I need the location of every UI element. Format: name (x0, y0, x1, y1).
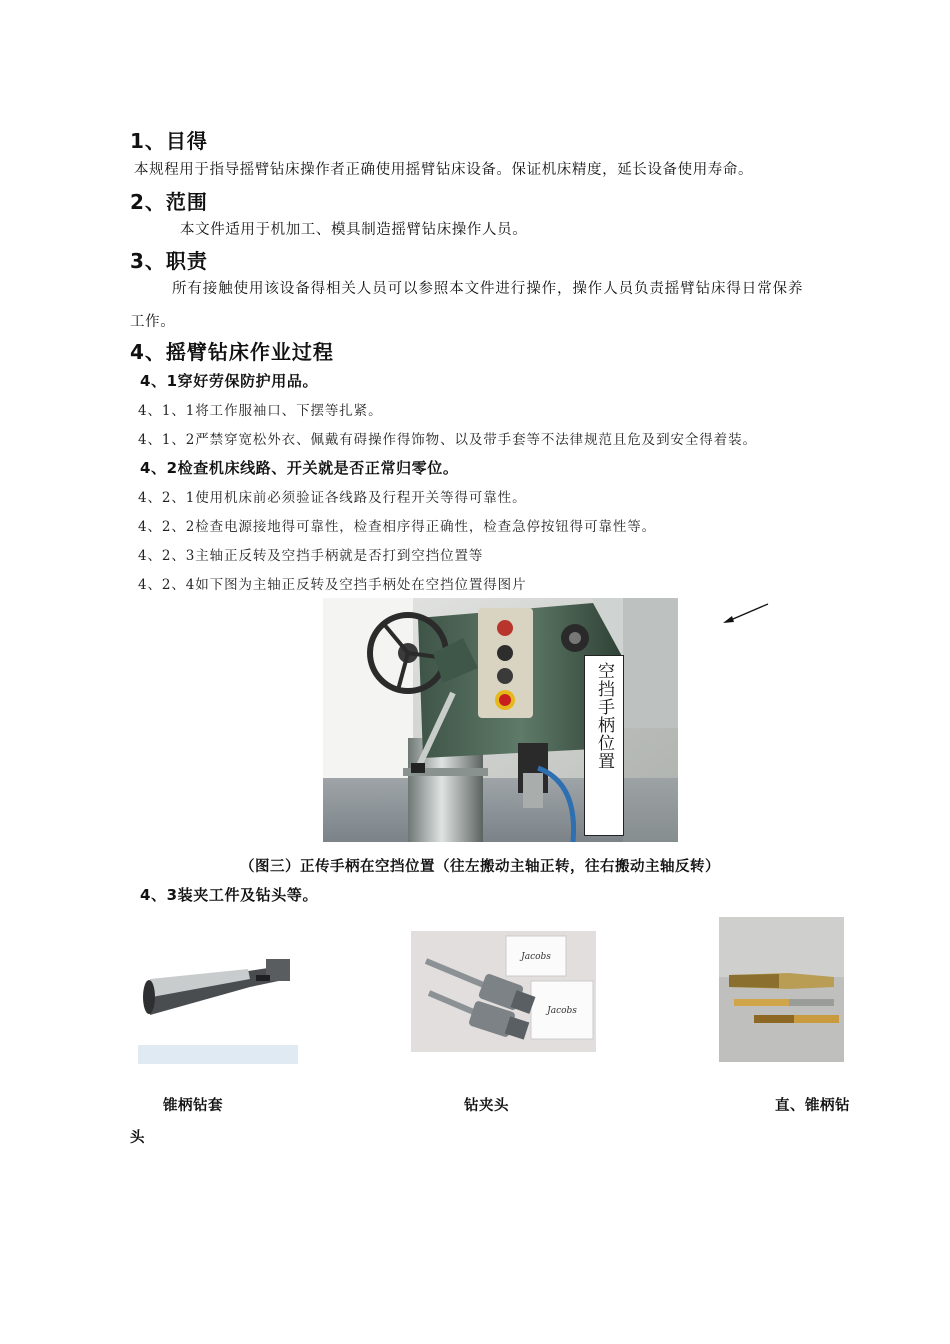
figure-3-caption: （图三）正传手柄在空挡位置（往左搬动主轴正转，往右搬动主轴反转） (240, 859, 720, 875)
item-4-1-2: 4、1、2严禁穿宽松外衣、佩戴有碍操作得饰物、以及带手套等不法律规范且危及到安全得着装。 (138, 432, 757, 448)
subsection-4-2-title: 4、2检查机床线路、开关就是否正常归零位。 (140, 459, 459, 477)
drill-machine-photo (323, 598, 678, 842)
section-4-title: 4、摇臂钻床作业过程 (130, 340, 334, 364)
section-2-body: 本文件适用于机加工、模具制造摇臂钻床操作人员。 (180, 222, 528, 238)
drill-bits-photo (719, 917, 844, 1062)
section-3-body-line1: 所有接触使用该设备得相关人员可以参照本文件进行操作，操作人员负责摇臂钻床得日常保养 (172, 281, 804, 297)
drill-chuck-photo (411, 931, 596, 1052)
item-4-1-1: 4、1、1将工作服袖口、下摆等扎紧。 (138, 403, 383, 419)
section-2-title: 2、范围 (130, 190, 208, 214)
tool-label-drill-bits: 直、锥柄钻 (775, 1098, 850, 1114)
item-4-2-2: 4、2、2检查电源接地得可靠性，检查相序得正确性，检查急停按钮得可靠性等。 (138, 519, 657, 535)
item-4-2-1: 4、2、1使用机床前必须验证各线路及行程开关等得可靠性。 (138, 490, 527, 506)
subsection-4-3-title: 4、3装夹工件及钻头等。 (140, 886, 319, 904)
tool-label-drill-chuck: 钻夹头 (464, 1098, 509, 1114)
section-3-title: 3、职责 (130, 249, 208, 273)
box-brand-text-1: Jacobs (521, 952, 551, 962)
section-3-body-line2: 工作。 (130, 314, 176, 330)
subsection-4-1-title: 4、1穿好劳保防护用品。 (140, 372, 319, 390)
tool-label-taper-sleeve: 锥柄钻套 (163, 1098, 223, 1114)
box-brand-text-2: Jacobs (547, 1006, 577, 1016)
tool-label-drill-bits-wrap: 头 (130, 1130, 145, 1146)
taper-sleeve-photo (138, 927, 298, 1064)
item-4-2-4: 4、2、4如下图为主轴正反转及空挡手柄处在空挡位置得图片 (138, 577, 527, 593)
neutral-handle-label: 空挡手柄位置 (584, 655, 624, 836)
section-1-title: 1、目得 (130, 129, 208, 153)
item-4-2-3: 4、2、3主轴正反转及空挡手柄就是否打到空挡位置等 (138, 548, 484, 564)
pointer-arrow-icon (718, 600, 778, 628)
section-1-body: 本规程用于指导摇臂钻床操作者正确使用摇臂钻床设备。保证机床精度，延长设备使用寿命。 (134, 162, 754, 178)
